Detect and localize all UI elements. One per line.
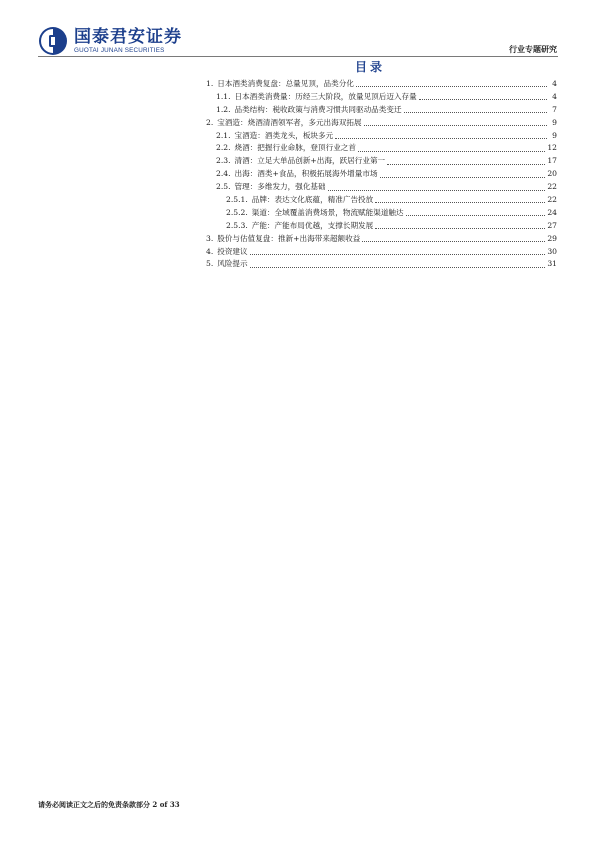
toc-entry[interactable] [206, 117, 557, 130]
toc-entry-label: 日本酒类消费量：历经三大阶段，放量见顶后迈入存量 [234, 91, 417, 101]
toc-entry-number: 2.2. [216, 143, 231, 153]
toc-entry-page: 29 [547, 233, 557, 243]
toc-dot-leader [406, 214, 546, 216]
toc-entry-number: 3. [206, 233, 214, 243]
toc-entry-number: 2.5.3. [226, 220, 248, 230]
toc-entry-number: 2. [206, 117, 214, 127]
toc-dot-leader [380, 176, 546, 178]
toc-entry[interactable] [206, 91, 557, 104]
toc-entry-label: 清酒：立足大单品创新+出海，跃居行业第一 [234, 156, 386, 166]
toc-entry-page: 22 [547, 195, 557, 205]
toc-dot-leader [419, 98, 547, 100]
toc-entry-page: 31 [547, 259, 557, 269]
toc-dot-leader [404, 111, 547, 113]
company-logo [38, 26, 182, 56]
toc-dot-leader [375, 201, 545, 203]
toc-entry[interactable] [206, 181, 557, 194]
toc-entry[interactable] [206, 142, 557, 155]
toc-dot-leader [356, 85, 547, 87]
toc-entry-page: 12 [547, 143, 557, 153]
toc-entry[interactable] [206, 258, 557, 271]
toc-entry-number: 5. [206, 259, 214, 269]
toc-dot-leader [387, 163, 545, 165]
toc-entry-number: 2.5. [216, 182, 231, 192]
toc-entry-label: 宝酒造：酒类龙头，板块多元 [234, 130, 334, 140]
toc-entry-number: 4. [206, 246, 214, 256]
toc-dot-leader [375, 227, 545, 229]
toc-entry-number: 2.5.1. [226, 195, 248, 205]
table-of-contents [206, 78, 557, 271]
toc-entry-number: 2.5.2. [226, 207, 248, 217]
toc-entry-label: 股价与估值复盘：推新+出海带来超额收益 [217, 233, 361, 243]
toc-entry-page: 9 [552, 117, 557, 127]
toc-entry-number: 2.3. [216, 156, 231, 166]
toc-entry-number: 1.2. [216, 104, 231, 114]
toc-entry[interactable] [206, 104, 557, 117]
toc-entry[interactable] [206, 220, 557, 233]
toc-entry-page: 22 [547, 182, 557, 192]
toc-dot-leader [362, 240, 545, 242]
toc-entry-page: 4 [552, 91, 557, 101]
toc-entry-label: 风险提示 [217, 259, 248, 269]
page-footer: 请务必阅读正文之后的免责条款部分 2 of 33 [38, 800, 180, 809]
toc-entry[interactable] [206, 130, 557, 143]
logo-english-name: GUOTAI JUNAN SECURITIES [74, 46, 165, 54]
toc-entry-page: 4 [552, 79, 557, 88]
toc-dot-leader [358, 150, 545, 152]
toc-title: 目录 [354, 60, 385, 74]
toc-entry-label: 出海：酒类+食品，积极拓展海外增量市场 [234, 169, 378, 179]
toc-entry[interactable] [206, 168, 557, 181]
toc-entry-page: 20 [547, 169, 557, 179]
toc-entry[interactable] [206, 233, 557, 246]
toc-entry-number: 1.1. [216, 91, 231, 101]
toc-entry-page: 9 [552, 130, 557, 140]
guotai-junan-logo-icon [38, 26, 68, 56]
toc-entry-label: 烧酒：把握行业命脉，登顶行业之首 [234, 143, 356, 153]
toc-dot-leader [364, 124, 547, 126]
toc-entry-page: 27 [547, 220, 557, 230]
toc-entry-label: 产能：产能布局优越，支撑长期发展 [251, 220, 374, 230]
toc-dot-leader [250, 253, 546, 255]
toc-dot-leader [250, 266, 546, 268]
toc-entry-label: 投资建议 [217, 246, 248, 256]
toc-entry-page: 7 [552, 104, 557, 114]
toc-entry-label: 宝酒造：烧酒清酒领军者，多元出海双拓展 [217, 117, 362, 127]
toc-dot-leader [335, 137, 547, 139]
toc-entry-label: 日本酒类消费复盘：总量见顶，品类分化 [217, 79, 354, 88]
toc-entry-number: 1. [206, 79, 214, 88]
page-header [0, 0, 595, 60]
toc-entry-page: 30 [547, 246, 557, 256]
toc-entry[interactable] [206, 246, 557, 259]
toc-entry-page: 24 [547, 207, 557, 217]
toc-entry[interactable] [206, 78, 557, 91]
header-divider [38, 56, 558, 57]
toc-entry-page: 17 [547, 156, 557, 166]
toc-entry[interactable] [206, 155, 557, 168]
toc-entry-number: 2.4. [216, 169, 231, 179]
toc-entry-label: 渠道：全域覆盖消费场景，物流赋能渠道触达 [251, 207, 404, 217]
toc-entry-label: 品牌：表达文化底蕴，精准广告投放 [251, 195, 374, 205]
toc-entry-label: 管理：多维发力，强化基础 [234, 182, 326, 192]
toc-entry-label: 品类结构：税收政策与消费习惯共同驱动品类变迁 [234, 104, 402, 114]
logo-chinese-name: 国泰君安证券 [74, 26, 182, 47]
toc-entry[interactable] [206, 207, 557, 220]
toc-entry[interactable] [206, 194, 557, 207]
toc-dot-leader [328, 189, 546, 191]
toc-entry-number: 2.1. [216, 130, 231, 140]
report-type-label: 行业专题研究 [509, 45, 557, 54]
